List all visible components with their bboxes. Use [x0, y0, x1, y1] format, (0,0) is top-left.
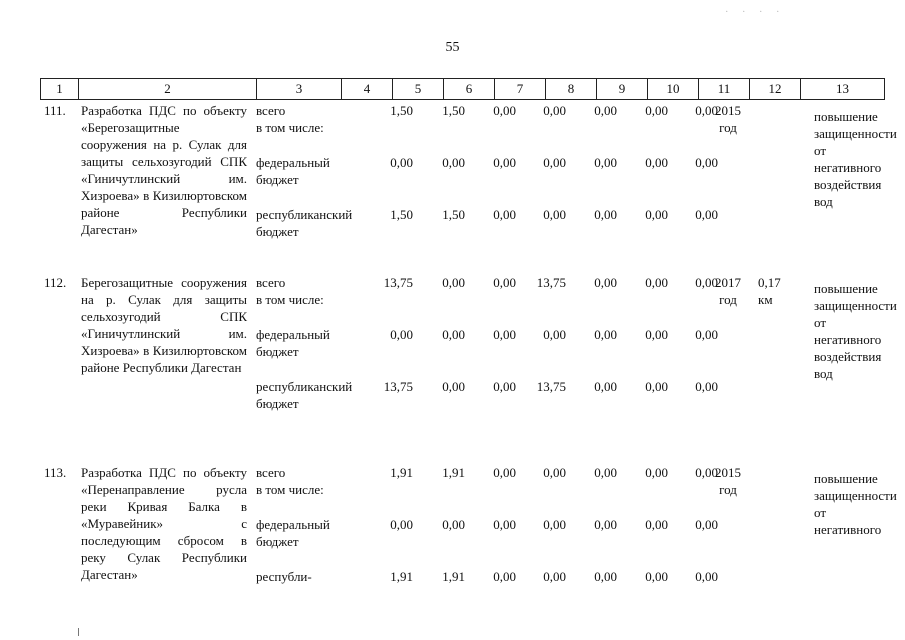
value-cell: 13,75 — [536, 379, 566, 394]
margin-mark — [78, 628, 79, 636]
purpose-cell: повышение защищенности от негативного воздействия вод — [814, 281, 897, 381]
funding-label: всего — [256, 465, 286, 480]
value-cell: 0,00 — [442, 517, 465, 532]
value-cell: 0,00 — [442, 379, 465, 394]
value-cell: 13,75 — [383, 379, 413, 394]
value-cell: 0,00 — [594, 155, 617, 170]
funding-label: федеральный бюджет — [256, 517, 330, 549]
value-cell: 1,91 — [442, 569, 465, 584]
value-cell: 0,00 — [645, 569, 668, 584]
year-cell: 2015 год — [715, 465, 741, 497]
value-cell: 0,00 — [594, 465, 617, 480]
header-cell: 8 — [546, 79, 597, 100]
value-cell: 0,00 — [543, 465, 566, 480]
funding-label: республи- — [256, 569, 312, 584]
row-description: Разработка ПДС по объекту «Берегозащитные сооружения на р. Сулак для защиты сельхозугодий СПК «Гиничутлинский им. Хизроева» в Кизилюртовском районе Республики Дагестан» — [81, 103, 247, 237]
value-cell: 0,00 — [695, 569, 718, 584]
value-cell: 0,00 — [594, 569, 617, 584]
value-cell: 0,00 — [695, 517, 718, 532]
value-cell: 0,00 — [594, 103, 617, 118]
header-cell: 5 — [393, 79, 444, 100]
value-cell: 0,00 — [645, 465, 668, 480]
funding-label: в том числе: — [256, 120, 324, 135]
value-cell: 0,00 — [645, 103, 668, 118]
funding-label: всего — [256, 275, 286, 290]
value-cell: 0,00 — [493, 207, 516, 222]
funding-label: федеральный бюджет — [256, 155, 330, 187]
value-cell: 0,00 — [594, 327, 617, 342]
header-cell: 11 — [699, 79, 750, 100]
value-cell: 0,00 — [695, 327, 718, 342]
value-cell: 0,00 — [594, 207, 617, 222]
value-cell: 0,00 — [390, 327, 413, 342]
value-cell: 0,00 — [695, 155, 718, 170]
value-cell: 0,00 — [645, 327, 668, 342]
value-cell: 0,00 — [543, 207, 566, 222]
funding-label: в том числе: — [256, 482, 324, 497]
value-cell: 0,00 — [645, 517, 668, 532]
header-cell: 12 — [750, 79, 801, 100]
year-cell: 2015 год — [715, 103, 741, 135]
purpose-cell: повышение защищенности от негативного воздействия вод — [814, 109, 897, 209]
year-cell: 2017 год — [715, 275, 741, 307]
funding-label: федеральный бюджет — [256, 327, 330, 359]
value-cell: 0,00 — [594, 379, 617, 394]
value-cell: 0,00 — [695, 103, 718, 118]
value-cell: 0,00 — [695, 465, 718, 480]
header-cell: 6 — [444, 79, 495, 100]
value-cell: 0,00 — [695, 379, 718, 394]
value-cell: 0,00 — [390, 155, 413, 170]
header-cell: 13 — [801, 79, 885, 100]
header-cell: 2 — [79, 79, 257, 100]
funding-label: в том числе: — [256, 292, 324, 307]
capacity-cell: 0,17 км — [758, 275, 781, 307]
value-cell: 0,00 — [543, 155, 566, 170]
value-cell: 13,75 — [383, 275, 413, 290]
row-number: 111. — [44, 103, 66, 118]
row-number: 112. — [44, 275, 67, 290]
row-description: Берегозащитные сооружения на р. Сулак для защиты сельхозугодий СПК «Гиничутлинский им. Хизроева» в Кизилюртовском районе Республики Дагестан — [81, 275, 247, 375]
value-cell: 1,50 — [390, 207, 413, 222]
value-cell: 1,50 — [442, 207, 465, 222]
value-cell: 0,00 — [493, 465, 516, 480]
value-cell: 0,00 — [645, 379, 668, 394]
value-cell: 1,91 — [442, 465, 465, 480]
value-cell: 0,00 — [390, 517, 413, 532]
header-cell: 7 — [495, 79, 546, 100]
value-cell: 0,00 — [442, 275, 465, 290]
value-cell: 0,00 — [493, 103, 516, 118]
value-cell: 0,00 — [493, 327, 516, 342]
row-number: 113. — [44, 465, 67, 480]
scan-artifact: . . . . — [725, 4, 785, 15]
value-cell: 0,00 — [442, 155, 465, 170]
value-cell: 0,00 — [493, 155, 516, 170]
value-cell: 1,50 — [442, 103, 465, 118]
value-cell: 0,00 — [493, 379, 516, 394]
page-number: 55 — [445, 40, 460, 55]
value-cell: 0,00 — [645, 207, 668, 222]
value-cell: 0,00 — [442, 327, 465, 342]
value-cell: 1,91 — [390, 465, 413, 480]
header-cell: 9 — [597, 79, 648, 100]
header-cell: 10 — [648, 79, 699, 100]
column-header-row — [40, 78, 885, 100]
value-cell: 0,00 — [543, 103, 566, 118]
row-description: Разработка ПДС по объекту «Перенаправление русла реки Кривая Балка в «Муравейник» с последующим сбросом в реку Сулак Республики Дагестан» — [81, 465, 247, 582]
purpose-cell: повышение защищенности от негативного — [814, 471, 897, 537]
header-cell: 3 — [257, 79, 342, 100]
funding-label: республиканский бюджет — [256, 207, 353, 239]
value-cell: 0,00 — [594, 275, 617, 290]
funding-label: республиканский бюджет — [256, 379, 353, 411]
funding-label: всего — [256, 103, 286, 118]
value-cell: 0,00 — [493, 517, 516, 532]
value-cell: 0,00 — [695, 207, 718, 222]
value-cell: 0,00 — [543, 517, 566, 532]
value-cell: 0,00 — [543, 569, 566, 584]
value-cell: 0,00 — [493, 569, 516, 584]
value-cell: 0,00 — [594, 517, 617, 532]
value-cell: 13,75 — [536, 275, 566, 290]
value-cell: 1,91 — [390, 569, 413, 584]
value-cell: 0,00 — [543, 327, 566, 342]
value-cell: 0,00 — [645, 155, 668, 170]
value-cell: 0,00 — [493, 275, 516, 290]
value-cell: 1,50 — [390, 103, 413, 118]
header-cell: 1 — [41, 79, 79, 100]
value-cell: 0,00 — [695, 275, 718, 290]
value-cell: 0,00 — [645, 275, 668, 290]
header-cell: 4 — [342, 79, 393, 100]
